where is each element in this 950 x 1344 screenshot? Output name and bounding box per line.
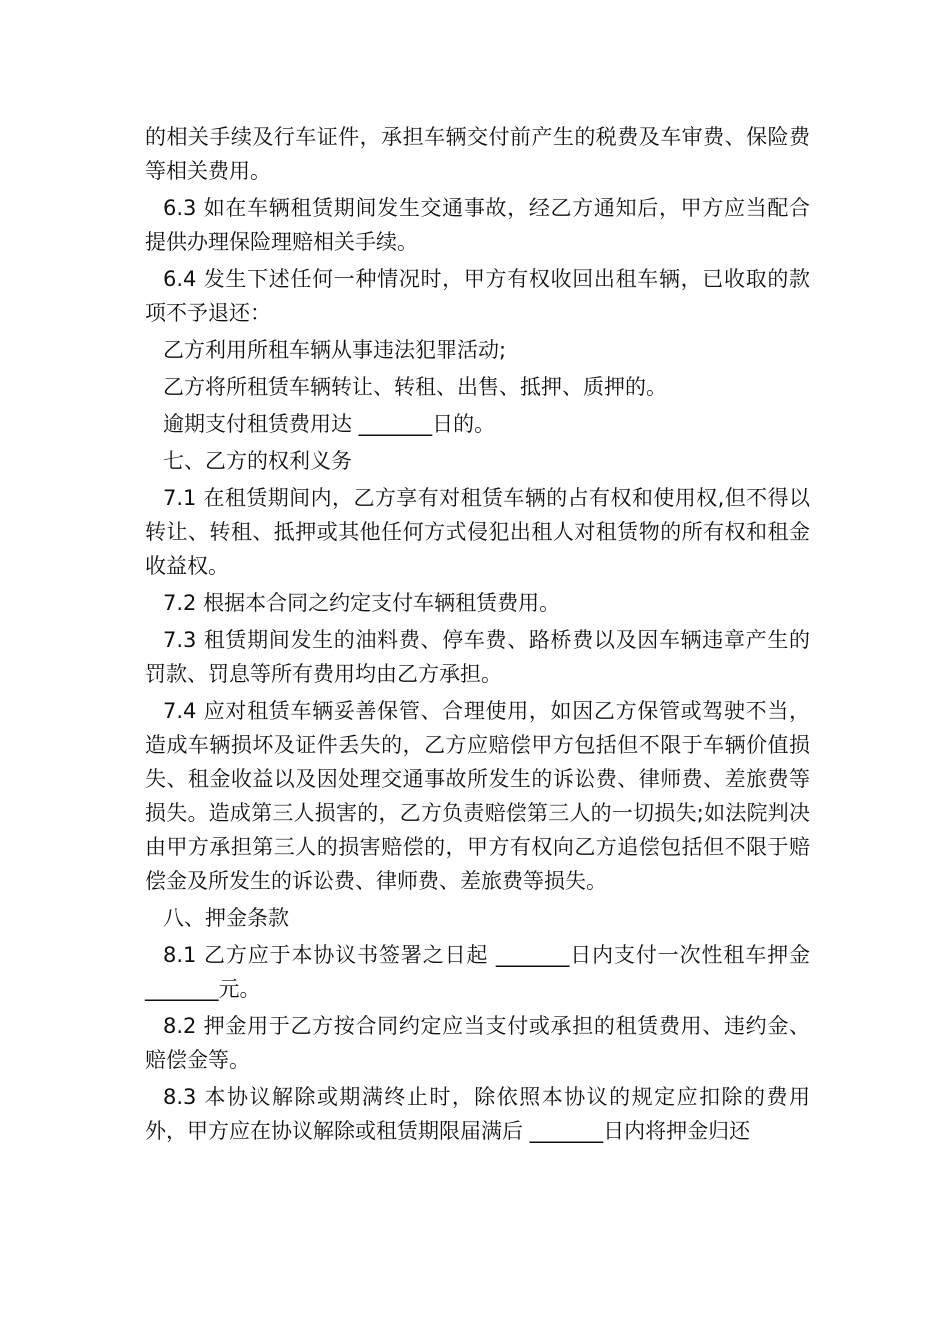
clause-6-4-item-1: 乙方利用所租车辆从事违法犯罪活动; bbox=[163, 338, 507, 362]
clause-7-4: 7.4 应对租赁车辆妥善保管、合理使用，如因乙方保管或驾驶不当，造成车辆损坏及证件丢失的，乙方应赔偿甲方包括但不限于车辆价值损失、租金收益以及因处理交通事故所发生的诉讼费、律师费、差旅费等损失。造成第三人损害的，乙方负责赔偿第三人的一切损失;如法院判决由甲方承担第三人的损害赔偿的，甲方有权向乙方追偿包括但不限于赔偿金及所发生的诉讼费、律师费、差旅费等损失。 bbox=[145, 699, 810, 893]
paragraph-fees-continued: 的相关手续及行车证件，承担车辆交付前产生的税费及车审费、保险费等相关费用。 bbox=[145, 125, 810, 183]
clause-6-4: 6.4 发生下述任何一种情况时，甲方有权收回出租车辆，已收取的款项不予退还： bbox=[145, 267, 810, 325]
clause-7-2: 7.2 根据本合同之约定支付车辆租赁费用。 bbox=[163, 591, 561, 615]
document-page bbox=[145, 120, 810, 1151]
clause-8-3: 8.3 本协议解除或期满终止时，除依照本协议的规定应扣除的费用外，甲方应在协议解除或租赁期限届满后 _______日内将押金归还 bbox=[145, 1085, 810, 1143]
clause-7-1: 7.1 在租赁期间内，乙方享有对租赁车辆的占有权和使用权,但不得以转让、转租、抵押或其他任何方式侵犯出租人对租赁物的所有权和租金收益权。 bbox=[145, 486, 810, 578]
clause-6-4-item-2: 乙方将所租赁车辆转让、转租、出售、抵押、质押的。 bbox=[163, 375, 667, 399]
clause-6-3: 6.3 如在车辆租赁期间发生交通事故，经乙方通知后，甲方应当配合提供办理保险理赔相关手续。 bbox=[145, 196, 810, 254]
section-8-heading: 八、押金条款 bbox=[163, 906, 289, 930]
clause-7-3: 7.3 租赁期间发生的油料费、停车费、路桥费以及因车辆违章产生的罚款、罚息等所有费用均由乙方承担。 bbox=[145, 628, 810, 686]
clause-8-2: 8.2 押金用于乙方按合同约定应当支付或承担的租赁费用、违约金、赔偿金等。 bbox=[145, 1014, 810, 1072]
clause-8-1: 8.1 乙方应于本协议书签署之日起 _______日内支付一次性租车押金 _______元。 bbox=[145, 943, 810, 1001]
section-7-heading: 七、乙方的权利义务 bbox=[163, 449, 352, 473]
clause-6-4-item-3: 逾期支付租赁费用达 _______日的。 bbox=[163, 412, 496, 436]
